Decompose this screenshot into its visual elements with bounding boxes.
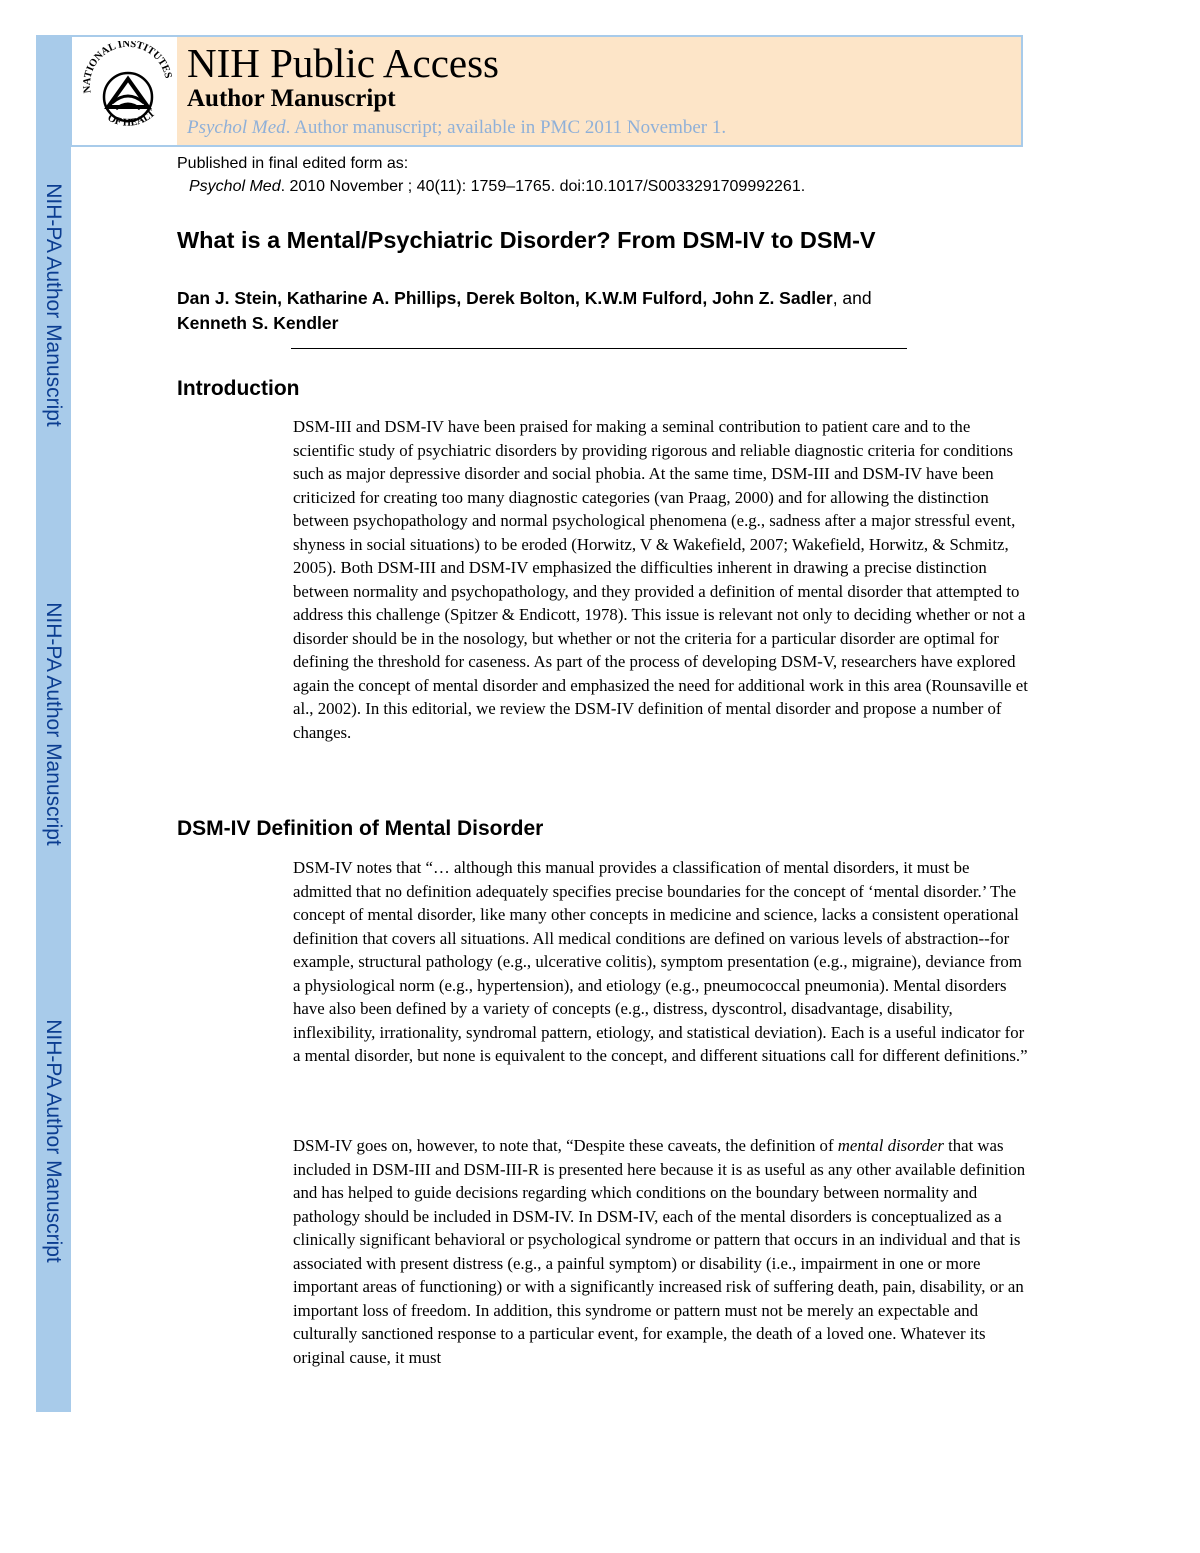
nih-logo-icon — [78, 41, 178, 145]
publication-citation: Psychol Med. 2010 November ; 40(11): 1759–1765. doi:10.1017/S0033291709992261. — [189, 178, 806, 195]
divider — [291, 348, 907, 349]
publication-info — [177, 152, 805, 198]
header-journal: Psychol Med — [187, 117, 286, 138]
header-availability: Psychol Med. Author manuscript; available in PMC 2011 November 1. — [187, 117, 727, 138]
section-heading-definition: DSM-IV Definition of Mental Disorder — [177, 817, 544, 840]
header-box — [70, 35, 1023, 147]
publication-label: Published in final edited form as: — [177, 155, 409, 172]
author-list: Dan J. Stein, Katharine A. Phillips, Derek Bolton, K.W.M Fulford, John Z. Sadler, and Kenneth S. Kendler — [177, 288, 872, 333]
definition-paragraph-2: DSM-IV goes on, however, to note that, “Despite these caveats, the definition of mental disorder that was included in DSM-III and DSM-III-R is presented here because it is as useful as any other available definition and has helped to guide decisions regarding which conditions on the boundary between normality and pathology should be included in DSM-IV. In DSM-IV, each of the mental disorders is conceptualized as a clinically significant behavioral or psychological syndrome or pattern that occurs in an individual and that is associated with present distress (e.g., a painful symptom) or disability (i.e., impairment in one or more important areas of functioning) or with a significantly increased risk of suffering death, pain, disability, or an important loss of freedom. In addition, this syndrome or pattern must not be merely an expectable and culturally sanctioned response to a particular event, for example, the death of a loved one. Whatever its original cause, it must — [293, 1136, 1026, 1367]
svg-text:OF HEALTH: OF HEALT — [105, 108, 158, 129]
definition-paragraph-1: DSM-IV notes that “… although this manual provides a classification of mental disorders, it must be admitted that no definition adequately specifies precise boundaries for the concept of ‘mental disorder.’ The concept of mental disorder, like many other concepts in medicine and science, lacks a consistent operational definition that covers all situations. All medical conditions are defined on various levels of abstraction--for example, structural pathology (e.g., ulcerative colitis), symptom presentation (e.g., migraine), deviance from a physiological norm (e.g., hypertension), and etiology (e.g., pneumococcal pneumonia). Mental disorders have also been defined by a variety of concepts (e.g., distress, dyscontrol, disadvantage, disability, inflexibility, irrationality, syndromal pattern, etiology, and statistical deviation). Each is a useful indicator for a mental disorder, but none is equivalent to the concept, and different situations call for different definitions.” — [293, 858, 1028, 1065]
header-title: NIH Public Access — [187, 40, 500, 86]
introduction-paragraph: DSM-III and DSM-IV have been praised for making a seminal contribution to patient care and to the scientific study of psychiatric disorders by providing rigorous and reliable diagnostic criteria for conditions such as major depressive disorder and social phobia. At the same time, DSM-III and DSM-IV have been criticized for creating too many diagnostic categories (van Praag, 2000) and for allowing the distinction between psychopathology and normal psychological phenomena (e.g., sadness after a major stressful event, shyness in social situations) to be eroded (Horwitz, V & Wakefield, 2007; Wakefield, Horwitz, & Schmitz, 2005). Both DSM-III and DSM-IV emphasized the difficulties inherent in drawing a precise distinction between normality and psychopathology, and they provided a definition of mental disorder that attempted to address this challenge (Spitzer & Endicott, 1978). This issue is relevant not only to deciding whether or not a disorder should be in the nosology, but whether or not the criteria for a particular disorder are optimal for defining the threshold for caseness. As part of the process of developing DSM-V, researchers have explored again the concept of mental disorder and emphasized the need for additional work in this area (Rounsaville et al., 2002). In this editorial, we review the DSM-IV definition of mental disorder and propose a number of changes. — [293, 417, 1028, 742]
header-subtitle: Author Manuscript — [187, 85, 396, 112]
section-heading-introduction: Introduction — [177, 377, 300, 400]
article-title: What is a Mental/Psychiatric Disorder? From DSM-IV to DSM-V — [177, 227, 876, 253]
svg-text:NATIONAL INSTITUTES: NATIONAL INSTITUTES — [81, 41, 174, 94]
